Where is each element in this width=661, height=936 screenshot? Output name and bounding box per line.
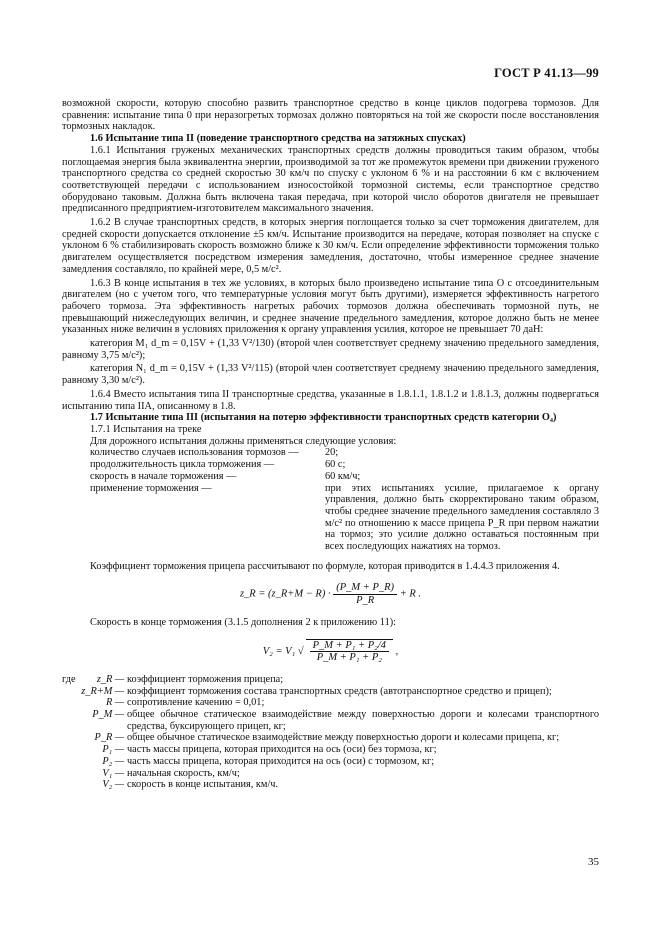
definition-symbol: P_R — bbox=[94, 732, 124, 744]
definitions-intro: где bbox=[62, 673, 76, 685]
definition-symbol: z_R+M — bbox=[81, 685, 124, 697]
condition-row bbox=[62, 459, 599, 471]
paragraph-1-7-1: 1.7.1 Испытания на треке bbox=[90, 423, 202, 435]
definition-text: коэффициент торможения состава транспортных средств (автотранспортное средство и прицеп); bbox=[127, 685, 552, 697]
formula-denominator: P_M + P₁ + P₂ bbox=[316, 652, 382, 664]
definition-item bbox=[62, 756, 599, 768]
definition-item bbox=[62, 697, 599, 709]
definition-item bbox=[62, 732, 599, 744]
formula-lhs: V₂ = V₁ bbox=[262, 645, 296, 657]
formula-end-speed bbox=[62, 639, 599, 664]
condition-row bbox=[62, 483, 599, 553]
section-heading-1-7: 1.7 Испытание типа III (испытания на потерю эффективности транспортных средств категории O₄) bbox=[90, 412, 557, 424]
formula-lhs: z_R = (z_R+M − R) · bbox=[239, 589, 331, 601]
definition-text: коэффициент торможения прицепа; bbox=[127, 673, 284, 685]
definition-symbol: P₁ — bbox=[102, 744, 124, 756]
condition-row bbox=[62, 471, 599, 483]
definition-symbol: V₂ — bbox=[102, 779, 124, 791]
category-m1-formula: категория M₁ d_m = 0,15V + (1,33 V²/130) (второй член соответствует среднему значению предельного замедления, равному 3,75 м/с²); bbox=[62, 338, 599, 361]
paragraph-1-6-2: 1.6.2 В случае транспортных средств, в которых энергия поглощается только за счет торможения двигателем, для средней скорости допускается отклонение ±5 км/ч. Испытание производится на передаче, которая позволяет на спуске с уклоном 6 % стабилизировать скорость возможно ближе к 30 км/ч. Если определение эффективности торможения только двигателем осуществляется посредством измерения замедления, достаточно, чтобы измеренное среднее значение замедления составляло, по крайней мере, 0,5 м/с². bbox=[62, 217, 599, 275]
definition-symbol: z_R — bbox=[96, 673, 124, 685]
definition-text: скорость в конце испытания, км/ч. bbox=[127, 779, 279, 791]
definition-text: начальная скорость, км/ч; bbox=[127, 767, 240, 779]
condition-label: скорость в начале торможения — bbox=[90, 470, 237, 482]
paragraph-coefficient: Коэффициент торможения прицепа рассчитывают по формуле, которая приводится в 1.4.4.3 приложения 4. bbox=[90, 560, 560, 572]
definition-symbol: P₂ — bbox=[102, 755, 124, 767]
paragraph-speed: Скорость в конце торможения (3.1.5 дополнения 2 к приложению 11): bbox=[90, 616, 397, 628]
formula-numerator: P_M + P₁ + P₂/4 bbox=[310, 640, 389, 653]
condition-label: количество случаев использования тормозов — bbox=[90, 447, 299, 459]
definition-item bbox=[62, 779, 599, 791]
formula-denominator: P_R bbox=[356, 595, 375, 607]
condition-label: продолжительность цикла торможения — bbox=[90, 459, 275, 471]
formula-tail: , bbox=[395, 645, 399, 657]
condition-value: 60 км/ч; bbox=[325, 470, 361, 482]
definition-text: часть массы прицепа, которая приходится на ось (оси) без тормоза, кг; bbox=[127, 744, 437, 756]
formula-fraction bbox=[333, 582, 397, 606]
paragraph-1-6-4: 1.6.4 Вместо испытания типа II транспортные средства, указанные в 1.8.1.1, 1.8.1.2 и 1.8.1.3, должны подвергаться испытанию типа IIA, описанному в 1.8. bbox=[62, 388, 599, 412]
sqrt-icon: √ bbox=[297, 645, 304, 657]
category-n1-formula: категория N₁ d_m = 0,15V + (1,33 V²/115) (второй член соответствует среднему значению предельного замедления, равному 3,30 м/с²). bbox=[62, 363, 599, 387]
formula-numerator: (P_M + P_R) bbox=[333, 582, 397, 595]
condition-row bbox=[62, 447, 599, 459]
paragraph-1-6-3: 1.6.3 В конце испытания в тех же условиях, в которых было произведено испытание типа О с отсоединительным двигателем (но с учетом того, что температурные условия могут быть другими), измеряется эффективность нагретого рабочего тормоза. Эта эффективность нагретых рабочих тормозов должна обеспечивать тормозной путь, не превышающий нижеследующих величин, и среднее значение предельного замедления, которое должно быть не менее указанных ниже величин в условиях приложения к органу управления усилия, которое не превышает 70 даН: bbox=[62, 277, 599, 336]
conditions-intro: Для дорожного испытания должны применяться следующие условия: bbox=[90, 435, 397, 447]
paragraph-continuation: возможной скорости, которую способно развить транспортное средство в конце циклов подогрева тормозов. Для сравнения: испытание типа 0 при неразогретых тормозах должно повторяться на той же скорости после восстановления тормозных накладок. bbox=[62, 98, 599, 133]
definition-symbol: P_M — bbox=[92, 709, 124, 721]
definition-text: сопротивление качению = 0,01; bbox=[127, 697, 265, 709]
section-heading-1-6: 1.6 Испытание типа II (поведение транспортного средства на затяжных спусках) bbox=[90, 133, 466, 145]
definition-item bbox=[62, 744, 599, 756]
definition-item bbox=[62, 768, 599, 780]
paragraph-1-6-1: 1.6.1 Испытания груженых механических транспортных средств должны проводиться таким образом, чтобы поглощаемая энергия была эквивалентна энергии, производимой за тот же промежуток времени при движении груженого транспортного средства со средней скоростью 30 км/ч по спуску с уклоном 6 % и на расстоянии 6 км с включением соответствующей передачи с использованием износостойкой тормозной системы, если транспортное средство оборудовано таковым. Должна быть включена такая передача, при которой число оборотов двигателя не превышает предписанного предприятием-изготовителем максимального значения. bbox=[62, 144, 599, 215]
definition-item bbox=[62, 709, 599, 732]
definitions-list bbox=[62, 674, 599, 791]
definition-symbol: V₁ — bbox=[102, 767, 124, 779]
condition-label: применение торможения — bbox=[90, 482, 212, 494]
formula-tail: + R . bbox=[399, 589, 422, 601]
formula-fraction bbox=[310, 640, 389, 664]
definition-item bbox=[62, 674, 599, 686]
condition-value: 20; bbox=[325, 447, 339, 459]
definition-text: общее обычное статическое взаимодействие между поверхностью дороги и колесами прицепа, кг; bbox=[127, 732, 560, 744]
condition-value: 60 с; bbox=[325, 459, 346, 471]
document-header: ГОСТ Р 41.13—99 bbox=[494, 66, 599, 80]
condition-value: при этих испытаниях усилие, прилагаемое к органу управления, должно быть скорректировано таким образом, чтобы среднее значение предельного замедления составляло 3 м/с² по отношению к массе прицепа P_R при первом нажатии на тормоз; это усилие должно оставаться постоянным при всех последующих нажатиях на тормоз. bbox=[325, 482, 599, 553]
definition-item bbox=[62, 686, 599, 698]
formula-radicand bbox=[306, 639, 393, 664]
definition-symbol: R — bbox=[105, 697, 124, 709]
body-text bbox=[62, 98, 599, 791]
definition-text: общее обычное статическое взаимодействие между поверхностью дороги и колесами транспортного средства, буксирующего прицеп, кг; bbox=[127, 709, 599, 732]
definition-text: часть массы прицепа, которая приходится на ось (оси) с тормозом, кг; bbox=[127, 755, 435, 767]
page-number: 35 bbox=[588, 856, 599, 868]
formula-braking-coefficient bbox=[62, 582, 599, 606]
